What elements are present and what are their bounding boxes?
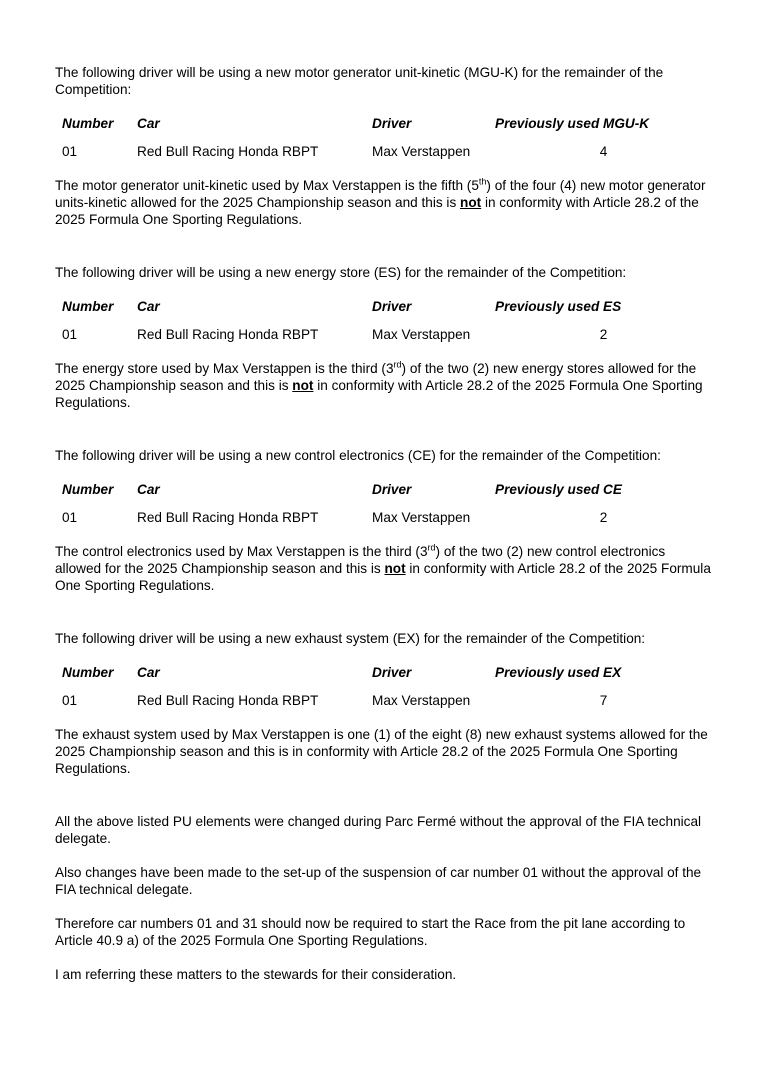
cell-car-name: Red Bull Racing Honda RBPT <box>137 144 319 159</box>
cell-previously-used-count: 4 <box>599 144 608 159</box>
section-note-es: The energy store used by Max Verstappen is the third (3rd) of the two (2) new energy stores allowed for the 2025 Championship season and this is not in conformity with Article 28.2 of the 2025 Formula One Sporting Regulations. <box>55 359 703 410</box>
pu-table-ex <box>55 664 712 709</box>
closing-suspension: Also changes have been made to the set-up of the suspension of car number 01 without the approval of the FIA technical delegate. <box>55 865 702 897</box>
section-ce <box>55 447 712 594</box>
table-header-row <box>62 115 712 132</box>
col-header-driver: Driver <box>372 665 412 680</box>
cell-car-number: 01 <box>62 693 78 708</box>
cell-car-number: 01 <box>62 510 78 525</box>
cell-car-number: 01 <box>62 327 78 342</box>
col-header-number: Number <box>62 116 114 131</box>
section-note-mgu-k: The motor generator unit-kinetic used by Max Verstappen is the fifth (5th) of the four (4) new motor generator units-kinetic allowed for the 2025 Championship season and this is not in conformity with Article 28.2 of the 2025 Formula One Sporting Regulations. <box>55 176 706 227</box>
cell-car-name: Red Bull Racing Honda RBPT <box>137 693 319 708</box>
cell-car-name: Red Bull Racing Honda RBPT <box>137 327 319 342</box>
col-header-driver: Driver <box>372 299 412 314</box>
section-intro-es: The following driver will be using a new energy store (ES) for the remainder of the Competition: <box>55 265 627 280</box>
table-row <box>62 326 712 343</box>
col-header-car: Car <box>137 665 160 680</box>
table-header-row <box>62 664 712 681</box>
section-intro-ex: The following driver will be using a new exhaust system (EX) for the remainder of the Competition: <box>55 631 646 646</box>
col-header-previously-used: Previously used EX <box>495 665 622 680</box>
col-header-car: Car <box>137 299 160 314</box>
cell-previously-used-count: 2 <box>599 510 608 525</box>
col-header-car: Car <box>137 482 160 497</box>
table-row <box>62 509 712 526</box>
col-header-previously-used: Previously used ES <box>495 299 622 314</box>
col-header-previously-used: Previously used CE <box>495 482 622 497</box>
section-es <box>55 264 712 411</box>
col-header-previously-used: Previously used MGU-K <box>495 116 650 131</box>
closing-pit-lane: Therefore car numbers 01 and 31 should now be required to start the Race from the pit lane according to Article 40.9 a) of the 2025 Formula One Sporting Regulations. <box>55 916 686 948</box>
table-row <box>62 692 712 709</box>
section-ex <box>55 630 712 777</box>
col-header-number: Number <box>62 299 114 314</box>
cell-driver-name: Max Verstappen <box>372 693 471 708</box>
section-note-ce: The control electronics used by Max Verstappen is the third (3rd) of the two (2) new control electronics allowed for the 2025 Championship season and this is not in conformity with Article 28.2 of the 2025 Formula One Sporting Regulations. <box>55 542 711 593</box>
col-header-number: Number <box>62 665 114 680</box>
section-intro-ce: The following driver will be using a new control electronics (CE) for the remainder of the Competition: <box>55 448 661 463</box>
cell-car-name: Red Bull Racing Honda RBPT <box>137 510 319 525</box>
pu-table-mgu-k <box>55 115 712 160</box>
section-note-ex: The exhaust system used by Max Verstappen is one (1) of the eight (8) new exhaust systems allowed for the 2025 Championship season and this is in conformity with Article 28.2 of the 2025 Formula One Sporting Regulations. <box>55 727 708 776</box>
pu-table-es <box>55 298 712 343</box>
col-header-car: Car <box>137 116 160 131</box>
table-header-row <box>62 481 712 498</box>
section-intro-mgu-k: The following driver will be using a new motor generator unit-kinetic (MGU-K) for the remainder of the Competition: <box>55 65 664 97</box>
cell-driver-name: Max Verstappen <box>372 144 471 159</box>
table-row <box>62 143 712 160</box>
cell-driver-name: Max Verstappen <box>372 327 471 342</box>
cell-previously-used-count: 7 <box>599 693 608 708</box>
col-header-number: Number <box>62 482 114 497</box>
col-header-driver: Driver <box>372 116 412 131</box>
section-mgu-k <box>55 64 712 228</box>
table-header-row <box>62 298 712 315</box>
pu-table-ce <box>55 481 712 526</box>
closing-parc-ferme: All the above listed PU elements were changed during Parc Fermé without the approval of the FIA technical delegate. <box>55 814 702 846</box>
cell-driver-name: Max Verstappen <box>372 510 471 525</box>
cell-car-number: 01 <box>62 144 78 159</box>
closing-referral: I am referring these matters to the stewards for their consideration. <box>55 967 457 982</box>
col-header-driver: Driver <box>372 482 412 497</box>
cell-previously-used-count: 2 <box>599 327 608 342</box>
